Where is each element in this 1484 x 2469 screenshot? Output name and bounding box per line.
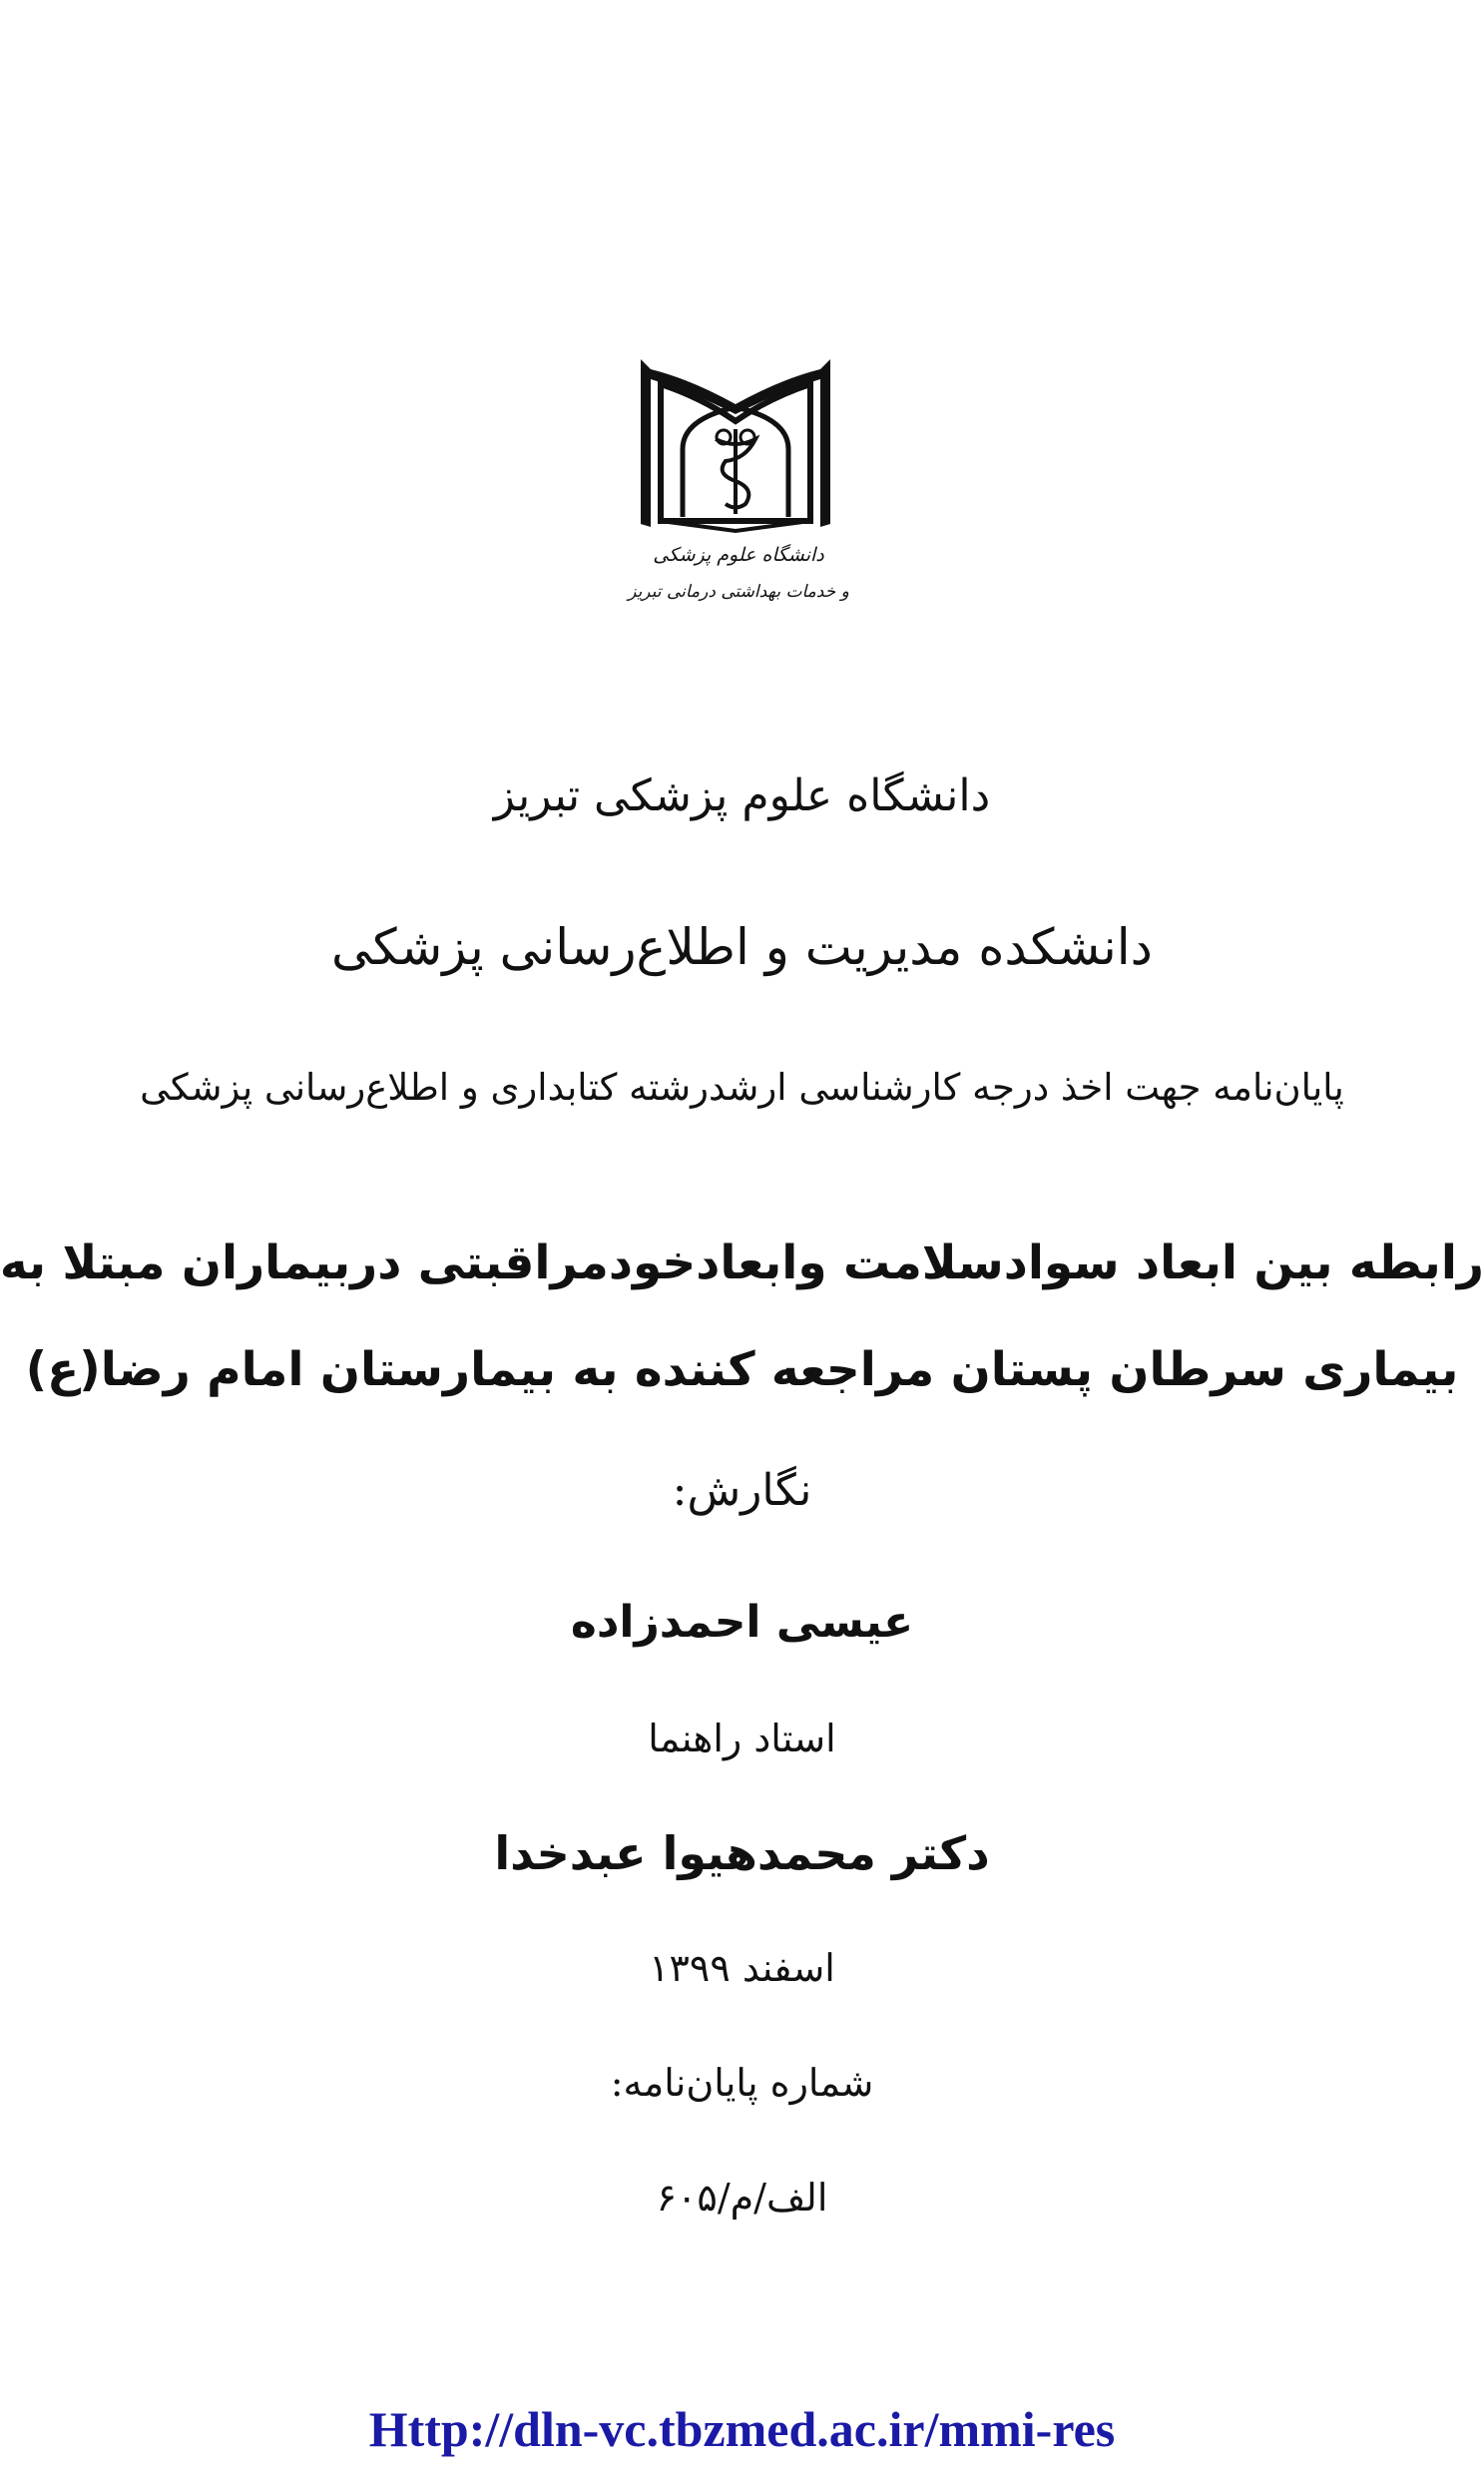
author-name: عیسی احمدزاده <box>570 1597 914 1648</box>
svg-text:و خدمات بهداشتی درمانی تبریز: و خدمات بهداشتی درمانی تبریز <box>628 582 849 602</box>
thesis-number-label: شماره پایان‌نامه: <box>610 2061 874 2105</box>
university-name: دانشگاه علوم پزشکی تبریز <box>493 770 991 821</box>
thesis-title-line-2: بیماری سرطان پستان مراجعه کننده به بیمارستان امام رضا(ع) <box>25 1342 1459 1397</box>
supervisor-name: دکتر محمدهیوا عبدخدا <box>494 1826 990 1880</box>
faculty-name: دانشکده مدیریت و اطلاع‌رسانی پزشکی <box>331 918 1153 976</box>
thesis-number-value: الف/م/۶۰۵ <box>656 2176 828 2220</box>
degree-statement: پایان‌نامه جهت اخذ درجه کارشناسی ارشدرشته کتابداری و اطلاع‌رسانی پزشکی <box>140 1066 1344 1109</box>
tabriz-university-emblem-icon <box>621 349 850 629</box>
author-label: نگارش: <box>672 1465 812 1516</box>
thesis-date: اسفند ۱۳۹۹ <box>649 1946 835 1990</box>
thesis-title-line-1: رابطه بین ابعاد سوادسلامت وابعادخودمراقبتی دربیماران مبتلا به <box>0 1235 1484 1290</box>
supervisor-label: استاد راهنما <box>648 1717 836 1760</box>
svg-text:دانشگاه علوم پزشکی: دانشگاه علوم پزشکی <box>653 544 824 566</box>
repository-url-link[interactable]: Http://dln-vc.tbzmed.ac.ir/mmi-res <box>368 2401 1116 2457</box>
